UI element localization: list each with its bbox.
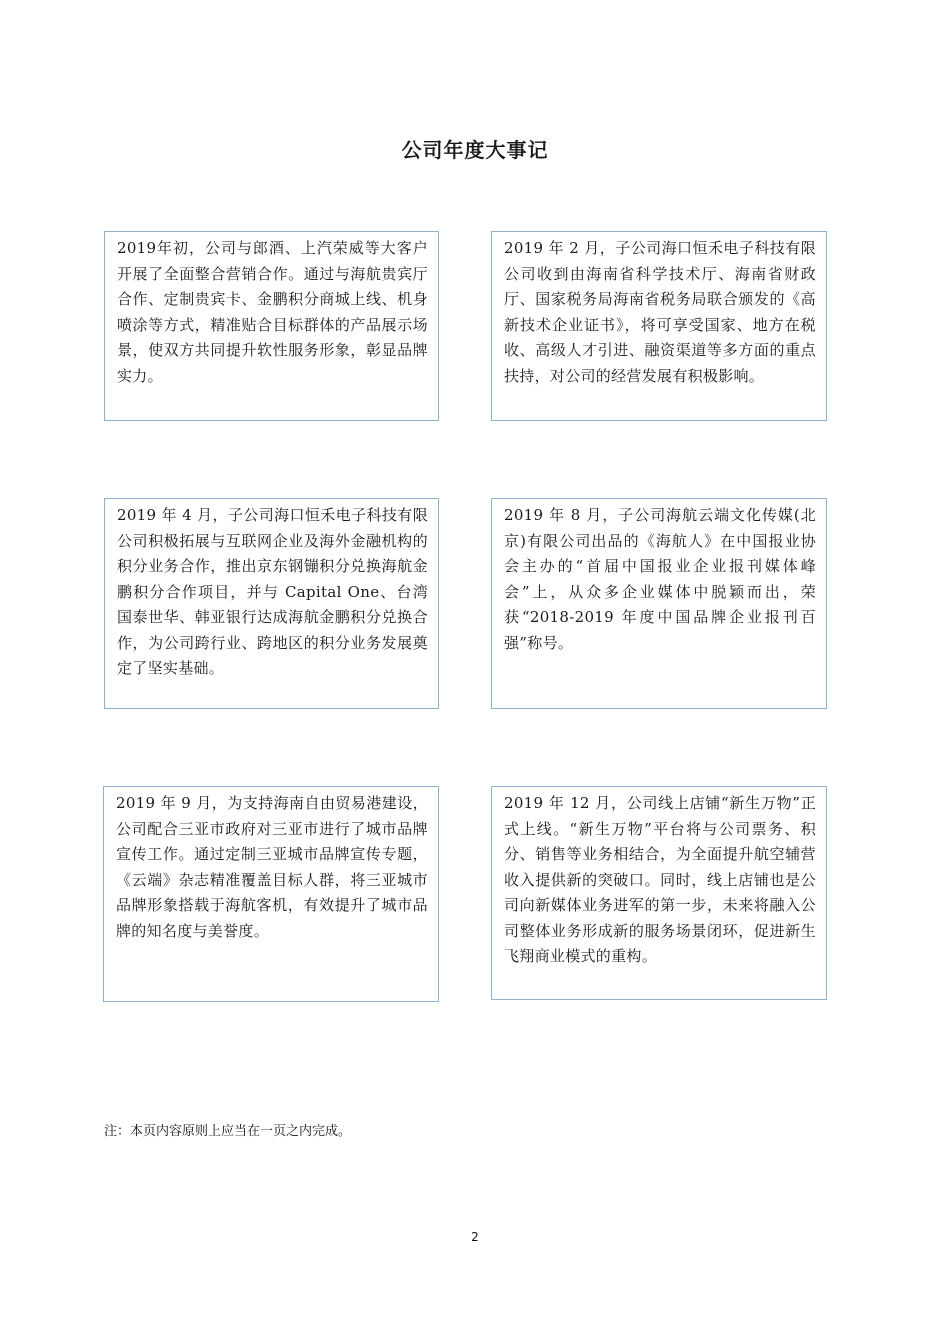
event-box-sep: 2019 年 9 月，为支持海南自由贸易港建设，公司配合三亚市政府对三亚市进行了城市品牌宣传工作。通过定制三亚城市品牌宣传专题，《云端》杂志精准覆盖目标人群，将三亚城市品牌形象搭载于海航客机，有效提升了城市品牌的知名度与美誉度。 xyxy=(103,786,439,1002)
page-number: 2 xyxy=(471,1230,479,1244)
page-title: 公司年度大事记 xyxy=(401,138,549,162)
event-box-jan: 2019年初，公司与郎酒、上汽荣威等大客户开展了全面整合营销合作。通过与海航贵宾厅合作、定制贵宾卡、金鹏积分商城上线、机身喷涂等方式，精准贴合目标群体的产品展示场景，使双方共同提升软性服务形象，彰显品牌实力。 xyxy=(104,231,439,421)
footnote: 注：本页内容原则上应当在一页之内完成。 xyxy=(104,1124,352,1139)
event-box-apr: 2019 年 4 月，子公司海口恒禾电子科技有限公司积极拓展与互联网企业及海外金融机构的积分业务合作，推出京东钢镚积分兑换海航金鹏积分合作项目，并与 Capital One、台湾国泰世华、韩亚银行达成海航金鹏积分兑换合作，为公司跨行业、跨地区的积分业务发展奠定了坚实基础。 xyxy=(104,498,439,709)
event-box-feb: 2019 年 2 月，子公司海口恒禾电子科技有限公司收到由海南省科学技术厅、海南省财政厅、国家税务局海南省税务局联合颁发的《高新技术企业证书》，将可享受国家、地方在税收、高级人才引进、融资渠道等多方面的重点扶持，对公司的经营发展有积极影响。 xyxy=(491,231,827,421)
event-box-dec: 2019 年 12 月，公司线上店铺“新生万物”正式上线。“新生万物”平台将与公司票务、积分、销售等业务相结合，为全面提升航空辅营收入提供新的突破口。同时，线上店铺也是公司向新媒体业务进军的第一步，未来将融入公司整体业务形成新的服务场景闭环，促进新生飞翔商业模式的重构。 xyxy=(491,786,827,1000)
event-box-aug: 2019 年 8 月，子公司海航云端文化传媒(北京)有限公司出品的《海航人》在中国报业协会主办的“首届中国报业企业报刊媒体峰会”上，从众多企业媒体中脱颖而出，荣获“2018-2019 年度中国品牌企业报刊百强”称号。 xyxy=(491,498,827,709)
